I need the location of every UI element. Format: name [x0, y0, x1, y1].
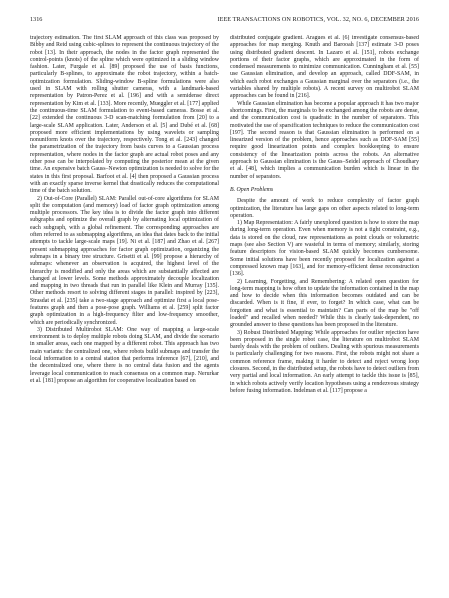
paragraph-gaussian-elimination: While Gaussian elimination has become a popular approach it has two major shortcomings. First, the marginals to be exchanged among the robots are dense, and the communication cost is quadratic in the number of separators. This motivated the use of sparsification techniques to reduce the communication cost [197]. The second reason is that Gaussian elimination is performed on a linearized version of the problem, hence approaches such as DDF-SAM [55] require good linearization points and complex bookkeeping to ensure consistency of the linearization points across the robots. An alternative approach to Gaussian elimination is the Gauss–Seidel approach of Choudhary et al. [48], which implies a communication burden which is linear in the number of separators. [230, 100, 419, 180]
running-header [30, 15, 419, 25]
paragraph-robust-distributed-mapping: 3) Robust Distributed Mapping: While approaches for outlier rejection have been proposed in the single robot case, the literature on multirobot SLAM barely deals with the problem of outliers. Dealing with spurious measurements is particularly challenging for two reasons. First, the robots might not share a common reference frame, making it harder to detect and reject wrong loop closures. Second, in the distributed setup, the robots have to detect outliers from very partial and local information. An early attempt to tackle this issue is [85], in which robots actively verify location hypotheses using a rendezvous strategy before fusing information. Indelman et al. [117] propose a [230, 329, 419, 394]
section-heading-open-problems: B. Open Problems [230, 186, 274, 193]
paragraph-continuous-time: trajectory estimation. The first SLAM approach of this class was proposed by Bibby and Reid using cubic-splines to represent the continuous trajectory of the robot [13]. In their approach, the nodes in the factor graph represented the control-points (knots) of the spline which were optimized in a sliding window fashion. Later, Furgale et al. [89] proposed the use of basis functions, particularly B-splines, to approximate the robot trajectory, within a batch-optimization formulation. Sliding-window B-spline formulations were also used in SLAM with rolling shutter cameras, with a landmark-based representation by Patron-Perez et al. [196] and with a semidense direct representation by Kim et al. [133]. More recently, Mueggler et al. [177] applied the continuous-time SLAM formulation to event-based cameras. Bosse et al. [22] extended the continuous 3-D scan-matching formulation from [20] to a large-scale SLAM application. Later, Anderson et al. [5] and Dubé et al. [68] proposed more efficient implementations by using wavelets or sampling nonuniform knots over the trajectory, respectively. Tong et al. [243] changed the parametrization of the trajectory from basis curves to a Gaussian process representation, where nodes in the factor graph are actual robot poses and any other pose can be interpolated by computing the posterior mean at the given time. An expensive batch Gauss–Newton optimization is needed to solve for the states in this first proposal. Barfoot et al. [4] then proposed a Gaussian process with an exactly sparse inverse kernel that drastically reduces the computational time of the batch solution. [30, 35, 219, 195]
paragraph-distributed-conjugate: distributed conjugate gradient. Aragues et al. [6] investigate consensus-based approaches for map merging. Knuth and Barooah [137] estimate 3-D poses using distributed gradient descent. In Lazaro et al. [151], robots exchange portions of their factor graphs, which are approximated in the form of condensed measurements to minimize communication. Cunningham et al. [55] use Gaussian elimination, and develop an approach, called DDF-SAM, in which each robot exchanges a Gaussian marginal over the separators (i.e., the variables shared by multiple robots). A recent survey on multirobot SLAM approaches can be found in [216]. [230, 35, 419, 100]
journal-title: IEEE TRANSACTIONS ON ROBOTICS, VOL. 32, NO. 6, DECEMBER 2016 [217, 16, 419, 23]
left-column [30, 35, 219, 583]
paragraph-learning-forgetting: 2) Learning, Forgetting, and Remembering: A related open question for long-term mapping is how often to update the information contained in the map and how to decide when this information becomes outdated and can be discarded. When is it fine, if ever, to forget? In which case, what can be forgotten and what is essential to maintain? Can parts of the map be "off loaded" and recalled when needed? While this is clearly task-dependent, no grounded answer to these questions has been proposed in the literature. [230, 278, 419, 329]
page-number: 1316 [30, 16, 43, 23]
paragraph-open-problems-intro: Despite the amount of work to reduce complexity of factor graph optimization, the literature has large gaps on other aspects related to long-term operation. [230, 198, 419, 219]
paragraph-distributed-multirobot-slam: 3) Distributed Multirobot SLAM: One way of mapping a large-scale environment is to deploy multiple robots doing SLAM, and divide the scenario in smaller areas, each one mapped by a different robot. This approach has two main variants: the centralized one, where robots build submaps and transfer the local information to a central station that performs inference [67], [210], and the decentralized one, where there is no central data fusion and the agents leverage local communication to reach consensus on a common map. Nerurkar et al. [181] propose an algorithm for cooperative localization based on [30, 326, 219, 384]
paragraph-map-representation: 1) Map Representation: A fairly unexplored question is how to store the map during long-term operation. Even when memory is not a tight constraint, e.g., data is stored on the cloud, raw representations as point clouds or volumetric maps (see also Section V) are wasteful in terms of memory; similarly, storing feature descriptors for vision-based SLAM quickly becomes cumbersome. Some initial solutions have been recently proposed for localization against a compressed known map [163], and for memory-efficient dense reconstruction [136]. [230, 220, 419, 278]
right-column [230, 35, 419, 583]
paragraph-out-of-core-slam: 2) Out-of-Core (Parallel) SLAM: Parallel out-of-core algorithms for SLAM split the computation (and memory) load of factor graph optimization among multiple processors. The key idea is to divide the factor graph into different subgraphs and optimize the overall graph by alternating local optimization of each subgraph, with a global refinement. The corresponding approaches are often referred to as submapping algorithms, an idea that dates back to the initial attempts to tackle large-scale maps [19]. Ni et al. [187] and Zhao et al. [267] present submapping approaches for factor graph optimization, organizing the submaps in a binary tree structure. Grisetti et al. [99] propose a hierarchy of submaps: whenever an observation is acquired, the highest level of the hierarchy is modified and only the areas which are substantially affected are changed at lower levels. Some methods approximately decouple localization and mapping in two threads that run in parallel like Klein and Murray [135]. Other methods resort to solving different stages in parallel: inspired by [223], Strasdat et al. [235] take a two-stage approach and optimize first a local pose-features graph and then a pose-pose graph. Williams et al. [259] split factor graph optimization in a high-frequency filter and low-frequency smoother, which are periodically synchronized. [30, 195, 219, 326]
